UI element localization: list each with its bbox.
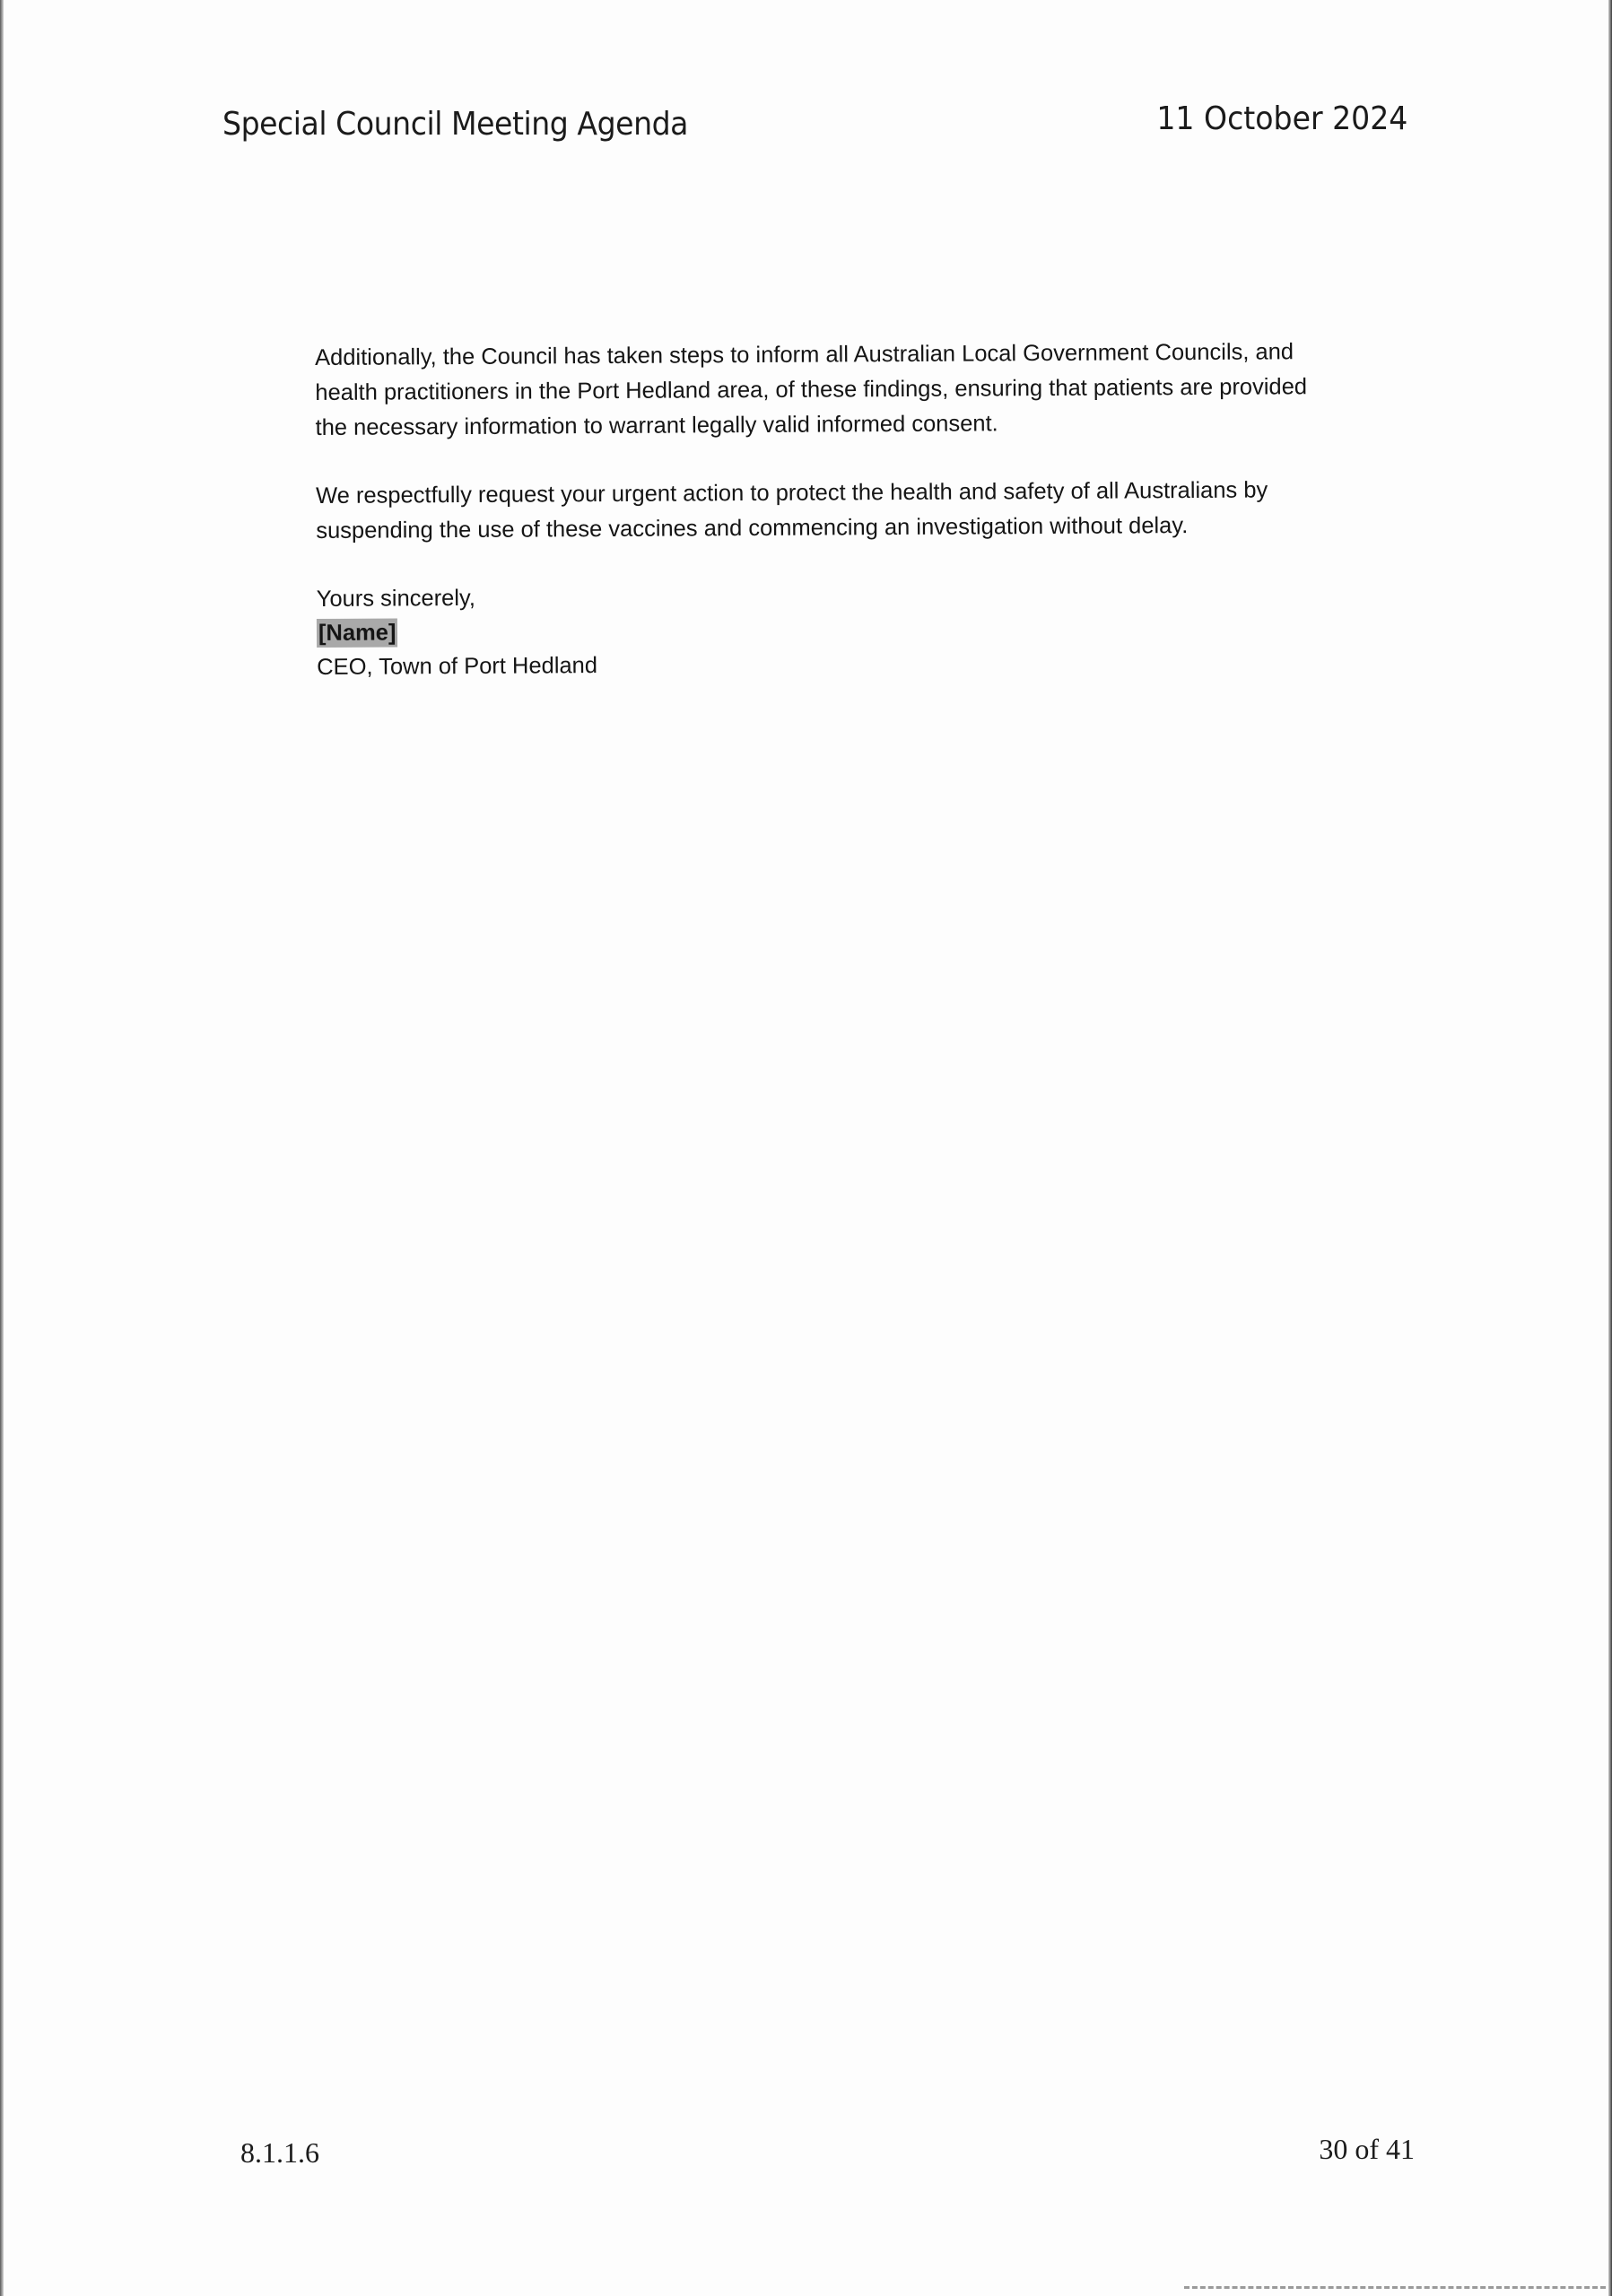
scan-edge-bottom bbox=[1184, 2283, 1606, 2289]
letter-paragraph: Additionally, the Council has taken steps to inform all Australian Local Government Councils, and health practitioners in the Port Hedland area, of these findings, ensuring that patients are provided the necessary information to warrant legally valid informed consent. bbox=[315, 339, 1308, 440]
footer-item-reference: 8.1.1.6 bbox=[240, 2136, 319, 2169]
page-header-title: Special Council Meeting Agenda bbox=[222, 106, 689, 143]
letter-body bbox=[315, 335, 1339, 684]
letter-closing-block bbox=[317, 576, 1340, 684]
signatory-title: CEO, Town of Port Hedland bbox=[317, 653, 598, 680]
footer-page-number: 30 of 41 bbox=[1319, 2133, 1415, 2165]
page-header-date: 11 October 2024 bbox=[1155, 100, 1407, 137]
scan-edge-right bbox=[1608, 0, 1612, 2296]
closing-salutation: Yours sincerely, bbox=[316, 585, 476, 612]
letter-paragraph: We respectfully request your urgent action to protect the health and safety of all Australians by suspending the use of these vaccines and commencing an investigation without delay. bbox=[315, 477, 1268, 544]
scan-edge-left bbox=[0, 0, 4, 2296]
signatory-name-placeholder: [Name] bbox=[317, 618, 398, 648]
